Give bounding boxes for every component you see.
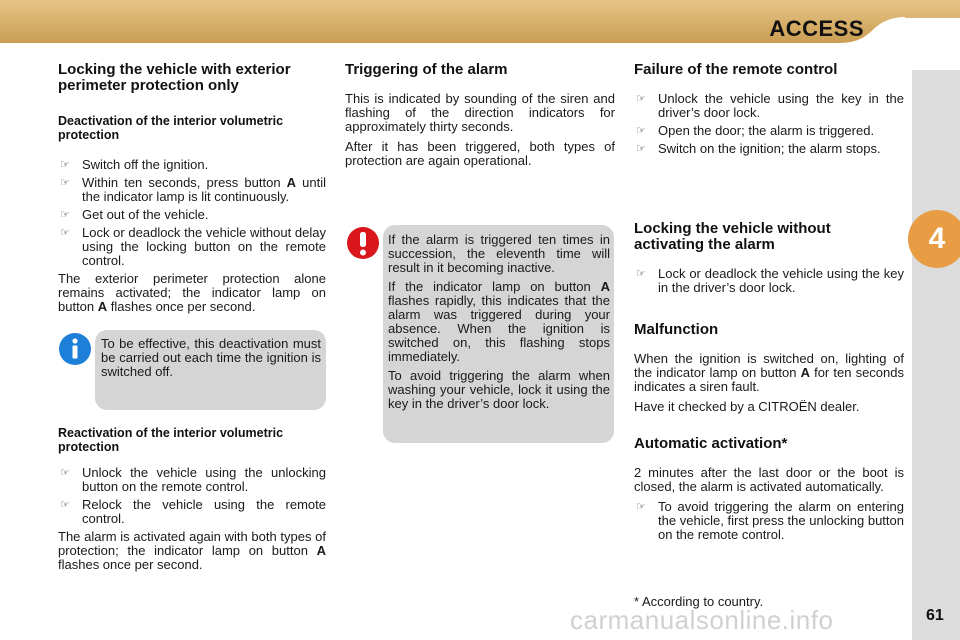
pointing-hand-icon: ☞ <box>60 227 70 239</box>
heading-exterior-protection: Locking the vehicle with exterior perimeter protection only <box>58 61 291 94</box>
reactivation-result: The alarm is activated again with both types of protection; the indicator lamp on button A flashes once per second. <box>58 529 326 572</box>
automatic-activation-steps <box>634 500 904 542</box>
pointing-hand-icon: ☞ <box>636 125 646 137</box>
page-edge-strip <box>912 70 960 640</box>
triggering-text-2: After it has been triggered, both types of protection are again operational. <box>345 139 615 168</box>
heading-remote-failure: Failure of the remote control <box>634 61 838 78</box>
warning-text-3: To avoid triggering the alarm when washing your vehicle, lock it using the key in the driver’s door lock. <box>388 368 610 411</box>
column-right-nolock <box>634 221 904 299</box>
pointing-hand-icon: ☞ <box>60 177 70 189</box>
automatic-activation-text: 2 minutes after the last door or the boot is closed, the alarm is activated automatically. <box>634 465 904 494</box>
heading-malfunction: Malfunction <box>634 321 719 338</box>
info-icon <box>58 332 92 371</box>
pointing-hand-icon: ☞ <box>60 209 70 221</box>
pointing-hand-icon: ☞ <box>60 159 70 171</box>
heading-automatic-activation: Automatic activation* <box>634 435 788 452</box>
list-item: ☞ Switch off the ignition. <box>60 157 209 172</box>
subheading-deactivation: Deactivation of the interior volumetric protection <box>58 114 284 142</box>
warning-note-box <box>383 225 614 443</box>
list-item: ☞ Switch on the ignition; the alarm stops. <box>636 141 881 156</box>
list-item: ☞ Open the door; the alarm is triggered. <box>636 123 875 138</box>
warning-icon <box>346 226 380 265</box>
list-item: ☞ Within ten seconds, press button A until the indicator lamp is lit continuously. <box>60 175 326 204</box>
info-note-box <box>95 330 326 410</box>
list-item: ☞ Get out of the vehicle. <box>60 207 209 222</box>
heading-triggering: Triggering of the alarm <box>345 61 508 78</box>
column-right-malfunction <box>634 322 904 420</box>
pointing-hand-icon: ☞ <box>60 499 70 511</box>
column-left <box>58 62 326 320</box>
subheading-reactivation: Reactivation of the interior volumetric protection <box>58 426 284 454</box>
info-note-text: To be effective, this deactivation must be carried out each time the ignition is switched off. <box>101 336 321 379</box>
column-left-lower <box>58 426 326 578</box>
list-item: ☞ Unlock the vehicle using the key in the driver’s door lock. <box>636 91 904 120</box>
heading-lock-without-alarm: Locking the vehicle without activating the alarm <box>634 220 831 253</box>
column-right-auto <box>634 436 904 546</box>
triggering-text: This is indicated by sounding of the siren and flashing of the direction indicators for approximately thirty seconds. <box>345 91 615 134</box>
header-band <box>0 0 960 46</box>
watermark: carmanualsonline.info <box>570 605 834 635</box>
malfunction-text: When the ignition is switched on, lighting of the indicator lamp on button A for ten seconds indicates a siren fault. <box>634 351 904 394</box>
column-right <box>634 62 904 160</box>
pointing-hand-icon: ☞ <box>636 501 646 513</box>
remote-failure-steps <box>634 92 904 156</box>
deactivation-result: The exterior perimeter protection alone remains activated; the indicator lamp on button A flashes once per second. <box>58 271 326 314</box>
list-item: ☞ Relock the vehicle using the remote control. <box>60 497 326 526</box>
deactivation-steps <box>58 158 326 268</box>
warning-text-1: If the alarm is triggered ten times in succession, the eleventh time will result in it becoming inactive. <box>388 232 610 275</box>
page-number: 61 <box>926 607 944 624</box>
malfunction-dealer-text: Have it checked by a CITROËN dealer. <box>634 399 860 414</box>
list-item: ☞ To avoid triggering the alarm on entering the vehicle, first press the unlocking button on the remote control. <box>636 499 904 542</box>
pointing-hand-icon: ☞ <box>636 268 646 280</box>
pointing-hand-icon: ☞ <box>636 93 646 105</box>
lock-without-alarm-steps <box>634 267 904 295</box>
column-middle <box>345 62 615 174</box>
pointing-hand-icon: ☞ <box>636 143 646 155</box>
list-item: ☞ Lock or deadlock the vehicle without delay using the locking button on the remote control. <box>60 225 326 268</box>
list-item: ☞ Lock or deadlock the vehicle using the key in the driver’s door lock. <box>636 266 904 295</box>
section-title: ACCESS <box>769 16 864 41</box>
reactivation-steps <box>58 466 326 526</box>
footnote: * According to country. <box>634 594 764 609</box>
warning-text-2: If the indicator lamp on button A flashes rapidly, this indicates that the alarm was triggered during your absence. When the ignition is switched on, this flashing stops immediately. <box>388 279 610 364</box>
list-item: ☞ Unlock the vehicle using the unlocking button on the remote control. <box>60 465 326 494</box>
pointing-hand-icon: ☞ <box>60 467 70 479</box>
chapter-tab: 4 <box>908 210 960 268</box>
